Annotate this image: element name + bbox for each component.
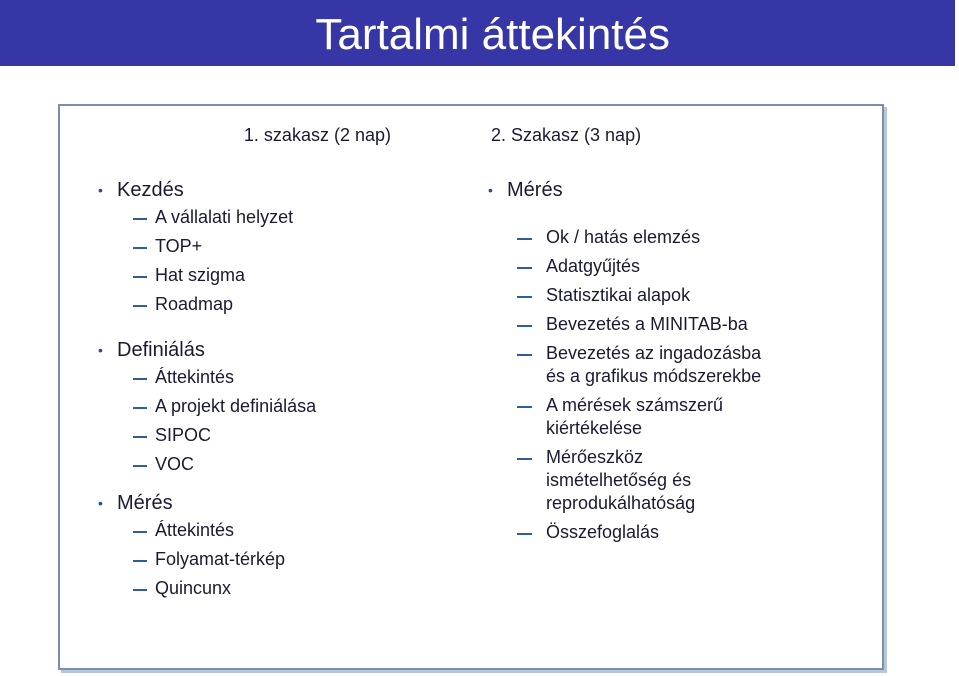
- list-item: [117, 232, 316, 261]
- item-line: kiértékelése: [546, 418, 643, 438]
- list-item: [117, 516, 316, 545]
- dash-icon: [517, 267, 532, 269]
- item-line: Bevezetés az ingadozásba: [546, 343, 762, 363]
- item-label: Quincunx: [155, 578, 232, 598]
- dash-icon: [133, 589, 147, 591]
- list-item: [507, 446, 761, 515]
- item-line: Ok / hatás elemzés: [546, 227, 701, 247]
- dash-icon: [133, 560, 147, 562]
- list-item: [117, 421, 316, 450]
- dash-icon: [517, 458, 532, 460]
- bullet-icon: •: [98, 182, 103, 198]
- section-label: Kezdés: [117, 179, 184, 201]
- left-column-list: [98, 178, 316, 603]
- item-label: Hat szigma: [155, 265, 246, 285]
- dash-icon: [133, 436, 147, 438]
- dash-icon: [517, 296, 532, 298]
- list-item: [507, 521, 761, 544]
- sub-list: [507, 226, 761, 544]
- list-item: [507, 342, 761, 388]
- sub-list: [117, 516, 316, 603]
- sub-list: [117, 203, 316, 319]
- dash-icon: [517, 533, 532, 535]
- item-line: Adatgyűjtés: [546, 256, 641, 276]
- item-label: A vállalati helyzet: [155, 207, 294, 227]
- dash-icon: [133, 531, 147, 533]
- list-item: [117, 545, 316, 574]
- item-line: Mérőeszköz: [546, 447, 644, 467]
- dash-icon: [517, 325, 532, 327]
- item-label: Áttekintés: [155, 520, 235, 540]
- section-definialas: [98, 338, 316, 479]
- right-column-heading: 2. Szakasz (3 nap): [491, 125, 642, 145]
- item-line: reprodukálhatóság: [546, 493, 696, 513]
- dash-icon: [133, 407, 147, 409]
- item-label: Áttekintés: [155, 367, 235, 387]
- item-label: Roadmap: [155, 294, 234, 314]
- list-item: [117, 450, 316, 479]
- dash-icon: [517, 238, 532, 240]
- list-item: [117, 261, 316, 290]
- dash-icon: [133, 305, 147, 307]
- list-item: [117, 574, 316, 603]
- sub-list: [117, 363, 316, 479]
- bullet-icon: •: [488, 182, 493, 198]
- dash-icon: [517, 406, 532, 408]
- page-title: Tartalmi áttekintés: [315, 10, 670, 59]
- dash-icon: [133, 378, 147, 380]
- item-line: A mérések számszerű: [546, 395, 724, 415]
- list-item: [117, 392, 316, 421]
- item-line: Statisztikai alapok: [546, 285, 691, 305]
- item-label: Folyamat-térkép: [155, 549, 286, 569]
- right-column-list: [488, 178, 761, 550]
- item-line: ismételhetőség és: [546, 470, 692, 490]
- section-label: Mérés: [117, 492, 173, 514]
- section-label: Definiálás: [117, 339, 205, 361]
- item-label: VOC: [155, 454, 195, 474]
- item-label: TOP+: [155, 236, 203, 256]
- section-meres: [98, 491, 316, 603]
- item-line: és a grafikus módszerekbe: [546, 366, 762, 386]
- bullet-icon: •: [98, 495, 103, 511]
- dash-icon: [133, 465, 147, 467]
- item-line: Összefoglalás: [546, 522, 660, 542]
- list-item: [117, 363, 316, 392]
- dash-icon: [133, 247, 147, 249]
- content-frame: [58, 104, 884, 670]
- list-item: [507, 313, 761, 336]
- dash-icon: [133, 276, 147, 278]
- list-item: [507, 255, 761, 278]
- dash-icon: [133, 218, 147, 220]
- section-meres-right: [488, 178, 761, 544]
- item-label: SIPOC: [155, 425, 212, 445]
- list-item: [507, 284, 761, 307]
- title-bar: [0, 0, 955, 66]
- list-item: [117, 203, 316, 232]
- bullet-icon: •: [98, 342, 103, 358]
- list-item: [117, 290, 316, 319]
- section-label: Mérés: [507, 179, 563, 201]
- list-item: [507, 394, 761, 440]
- list-item: [507, 226, 761, 249]
- left-column-heading: 1. szakasz (2 nap): [243, 125, 391, 145]
- section-kezdes: [98, 178, 316, 319]
- dash-icon: [517, 354, 532, 356]
- item-label: A projekt definiálása: [155, 396, 317, 416]
- item-line: Bevezetés a MINITAB-ba: [546, 314, 748, 334]
